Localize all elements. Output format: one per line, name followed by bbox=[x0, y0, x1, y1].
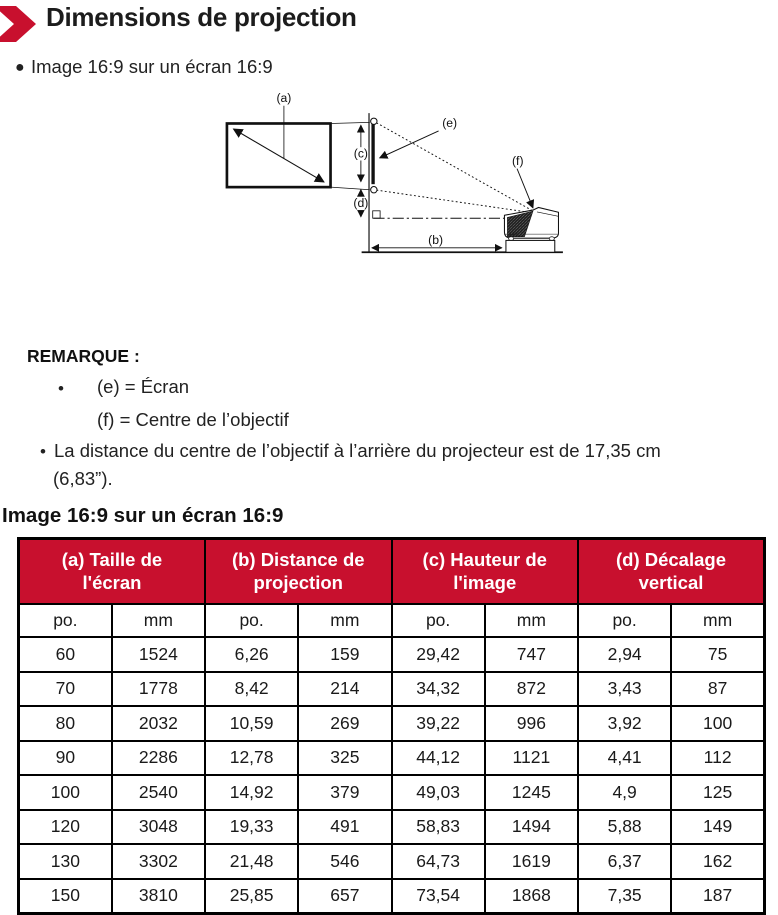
table-cell: 64,73 bbox=[392, 844, 485, 879]
table-cell: 872 bbox=[485, 672, 578, 707]
table-cell: 1494 bbox=[485, 810, 578, 845]
projection-table-body bbox=[19, 637, 765, 914]
table-cell: 87 bbox=[671, 672, 764, 707]
unit-header-cell: mm bbox=[671, 604, 764, 637]
table-cell: 8,42 bbox=[205, 672, 298, 707]
table-cell: 10,59 bbox=[205, 706, 298, 741]
table-row bbox=[19, 741, 765, 776]
table-cell: 60 bbox=[19, 637, 112, 672]
table-cell: 73,54 bbox=[392, 879, 485, 914]
table-cell: 112 bbox=[671, 741, 764, 776]
chevron-right-icon bbox=[0, 4, 40, 49]
table-cell: 21,48 bbox=[205, 844, 298, 879]
table-cell: 39,22 bbox=[392, 706, 485, 741]
table-cell: 3,92 bbox=[578, 706, 671, 741]
table-cell: 75 bbox=[671, 637, 764, 672]
note-item-distance-line2: (6,83”). bbox=[53, 468, 113, 489]
table-cell: 100 bbox=[19, 775, 112, 810]
table-cell: 3048 bbox=[112, 810, 205, 845]
table-cell: 150 bbox=[19, 879, 112, 914]
table-cell: 58,83 bbox=[392, 810, 485, 845]
unit-header-row bbox=[19, 604, 765, 637]
header-screen-size: (a) Taille de l'écran bbox=[19, 539, 206, 605]
projector-drawing bbox=[504, 207, 558, 252]
unit-header-cell: mm bbox=[298, 604, 391, 637]
table-cell: 19,33 bbox=[205, 810, 298, 845]
table-cell: 3302 bbox=[112, 844, 205, 879]
label-e-leader bbox=[380, 131, 439, 158]
projection-diagram bbox=[0, 85, 778, 327]
page-title: Dimensions de projection bbox=[46, 2, 357, 32]
table-cell: 996 bbox=[485, 706, 578, 741]
screen-bottom-marker bbox=[371, 187, 377, 193]
note-item-distance-line1: La distance du centre de l’objectif à l’arrière du projecteur est de 17,35 cm bbox=[54, 440, 661, 461]
table-cell: 1619 bbox=[485, 844, 578, 879]
table-cell: 149 bbox=[671, 810, 764, 845]
table-cell: 70 bbox=[19, 672, 112, 707]
table-cell: 325 bbox=[298, 741, 391, 776]
table-cell: 90 bbox=[19, 741, 112, 776]
table-cell: 14,92 bbox=[205, 775, 298, 810]
diagram-label-e: (e) bbox=[442, 116, 458, 131]
diagram-label-f: (f) bbox=[512, 153, 524, 168]
table-cell: 4,41 bbox=[578, 741, 671, 776]
table-cell: 1245 bbox=[485, 775, 578, 810]
table-cell: 2540 bbox=[112, 775, 205, 810]
table-cell: 491 bbox=[298, 810, 391, 845]
intro-bullet-item bbox=[15, 56, 273, 78]
unit-header-cell: po. bbox=[205, 604, 298, 637]
header-image-height: (c) Hauteur de l'image bbox=[392, 539, 579, 605]
table-cell: 49,03 bbox=[392, 775, 485, 810]
table-cell: 6,37 bbox=[578, 844, 671, 879]
table-cell: 130 bbox=[19, 844, 112, 879]
unit-header-cell: po. bbox=[392, 604, 485, 637]
table-cell: 44,12 bbox=[392, 741, 485, 776]
bullet-icon: • bbox=[58, 379, 64, 398]
table-row bbox=[19, 810, 765, 845]
unit-header-cell: po. bbox=[578, 604, 671, 637]
note-item-f: (f) = Centre de l’objectif bbox=[97, 409, 289, 430]
table-cell: 4,9 bbox=[578, 775, 671, 810]
unit-header-cell: mm bbox=[485, 604, 578, 637]
table-cell: 214 bbox=[298, 672, 391, 707]
header-projection-distance: (b) Distance de projection bbox=[205, 539, 392, 605]
table-cell: 5,88 bbox=[578, 810, 671, 845]
note-item-e: (e) = Écran bbox=[97, 376, 190, 397]
table-caption: Image 16:9 sur un écran 16:9 bbox=[2, 504, 284, 527]
table-cell: 3,43 bbox=[578, 672, 671, 707]
intro-bullet-text: Image 16:9 sur un écran 16:9 bbox=[31, 56, 273, 77]
table-cell: 269 bbox=[298, 706, 391, 741]
table-row bbox=[19, 775, 765, 810]
note-heading: REMARQUE : bbox=[27, 346, 140, 366]
table-row bbox=[19, 672, 765, 707]
table-cell: 125 bbox=[671, 775, 764, 810]
diagram-label-d: (d) bbox=[353, 196, 369, 211]
beam-bottom bbox=[376, 190, 534, 213]
table-cell: 120 bbox=[19, 810, 112, 845]
table-cell: 747 bbox=[485, 637, 578, 672]
table-cell: 25,85 bbox=[205, 879, 298, 914]
table-cell: 1121 bbox=[485, 741, 578, 776]
table-cell: 3810 bbox=[112, 879, 205, 914]
table-cell: 12,78 bbox=[205, 741, 298, 776]
table-row bbox=[19, 879, 765, 914]
right-angle-marker bbox=[373, 211, 380, 218]
table-cell: 657 bbox=[298, 879, 391, 914]
projection-table bbox=[17, 537, 766, 915]
table-cell: 6,26 bbox=[205, 637, 298, 672]
table-cell: 162 bbox=[671, 844, 764, 879]
table-cell: 187 bbox=[671, 879, 764, 914]
diagram-label-a: (a) bbox=[276, 91, 292, 106]
table-row bbox=[19, 844, 765, 879]
label-f-leader bbox=[517, 169, 533, 208]
beam-top bbox=[376, 123, 533, 211]
table-cell: 100 bbox=[671, 706, 764, 741]
table-cell: 80 bbox=[19, 706, 112, 741]
screen-diagonal-arrow bbox=[234, 129, 324, 182]
table-cell: 2032 bbox=[112, 706, 205, 741]
table-cell: 159 bbox=[298, 637, 391, 672]
table-cell: 1868 bbox=[485, 879, 578, 914]
table-cell: 1778 bbox=[112, 672, 205, 707]
table-row bbox=[19, 706, 765, 741]
table-row bbox=[19, 637, 765, 672]
unit-header-cell: mm bbox=[112, 604, 205, 637]
bullet-icon: • bbox=[40, 442, 46, 461]
table-cell: 29,42 bbox=[392, 637, 485, 672]
bullet-icon: ●︎ bbox=[15, 59, 25, 76]
table-header-row bbox=[19, 539, 765, 605]
header-vertical-offset: (d) Décalage vertical bbox=[578, 539, 765, 605]
diagram-label-b: (b) bbox=[428, 233, 444, 248]
screen-top-marker bbox=[371, 118, 377, 124]
table-cell: 7,35 bbox=[578, 879, 671, 914]
unit-header-cell: po. bbox=[19, 604, 112, 637]
table-cell: 1524 bbox=[112, 637, 205, 672]
table-cell: 379 bbox=[298, 775, 391, 810]
projector-pedestal bbox=[506, 240, 555, 252]
table-cell: 2,94 bbox=[578, 637, 671, 672]
diagram-label-c: (c) bbox=[353, 146, 368, 161]
table-cell: 546 bbox=[298, 844, 391, 879]
table-cell: 2286 bbox=[112, 741, 205, 776]
table-cell: 34,32 bbox=[392, 672, 485, 707]
